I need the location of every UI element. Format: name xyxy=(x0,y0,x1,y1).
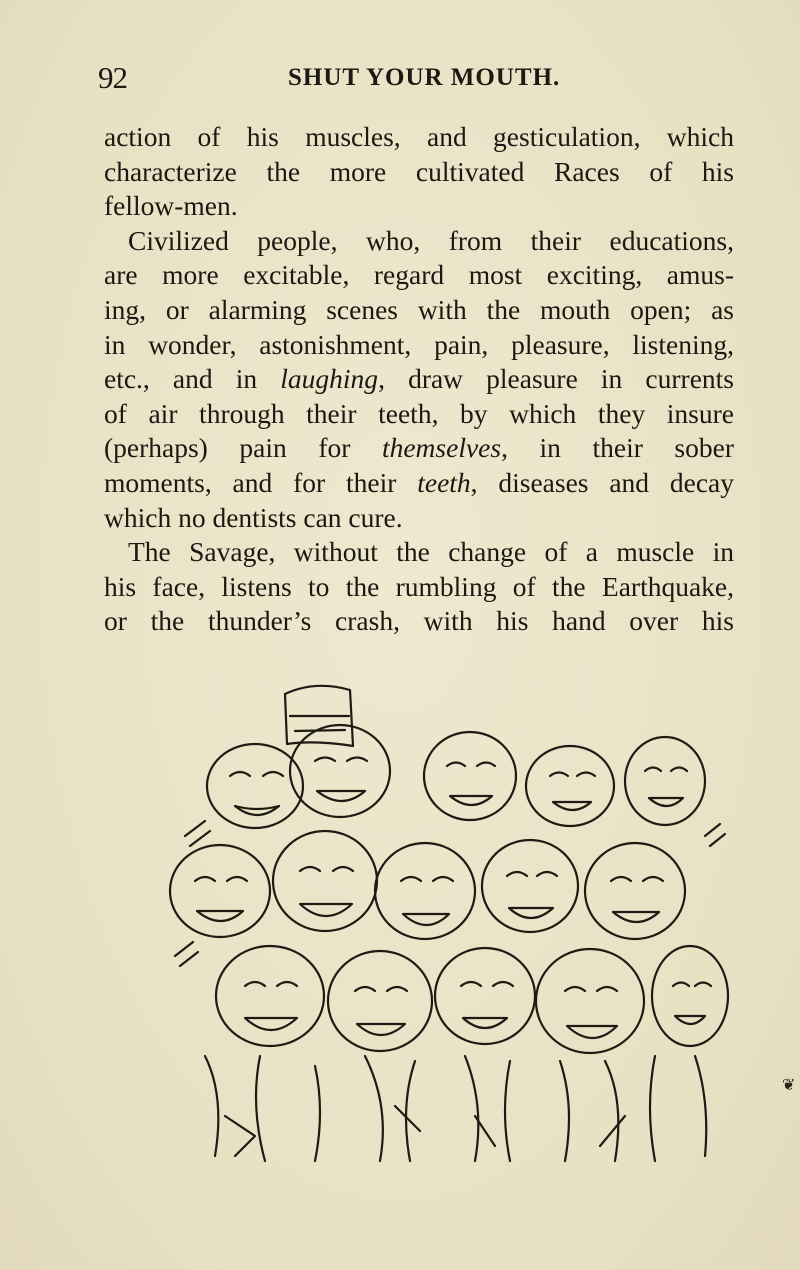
text-line: in wonder, astonishment, pain, pleasure, listening, xyxy=(104,328,734,360)
body-text xyxy=(104,120,734,639)
page-header xyxy=(98,60,733,96)
text-line: are more excitable, regard most exciting, amus- xyxy=(104,259,734,291)
text-line: Civilized people, who, from their educations, xyxy=(128,224,734,256)
text-line: or the thunder’s crash, with his hand over his xyxy=(104,605,734,637)
text-line: which no dentists can cure. xyxy=(104,501,403,533)
text-line: The Savage, without the change of a muscle in xyxy=(128,536,734,568)
running-title: SHUT YOUR MOUTH. xyxy=(288,64,561,91)
laughing-crowd-engraving-icon xyxy=(165,676,730,1166)
text-line: ing, or alarming scenes with the mouth open; as xyxy=(104,293,734,325)
text-line: of air through their teeth, by which they insure xyxy=(104,397,734,429)
text-line: fellow-men. xyxy=(104,190,238,222)
text-line: characterize the more cultivated Races of his xyxy=(104,155,734,187)
text-line xyxy=(104,466,734,501)
text-fragment: , draw pleasure in currents xyxy=(378,363,734,395)
emphasis-teeth: teeth xyxy=(417,466,471,498)
emphasis-themselves: themselves xyxy=(381,432,502,464)
text-fragment: , diseases and decay xyxy=(470,466,734,498)
text-fragment: etc., and in xyxy=(104,363,281,395)
text-fragment: (perhaps) pain for xyxy=(104,432,382,464)
text-line xyxy=(104,431,734,466)
text-line xyxy=(104,362,734,397)
page-number: 92 xyxy=(98,60,127,95)
text-line: his face, listens to the rumbling of the Earthquake, xyxy=(104,570,734,602)
margin-mark: ❦ xyxy=(782,1075,796,1094)
emphasis-laughing: laughing xyxy=(280,363,379,395)
text-fragment: , in their sober xyxy=(501,432,734,464)
text-fragment: moments, and for their xyxy=(104,466,418,498)
text-line: action of his muscles, and gesticulation, which xyxy=(104,121,734,152)
